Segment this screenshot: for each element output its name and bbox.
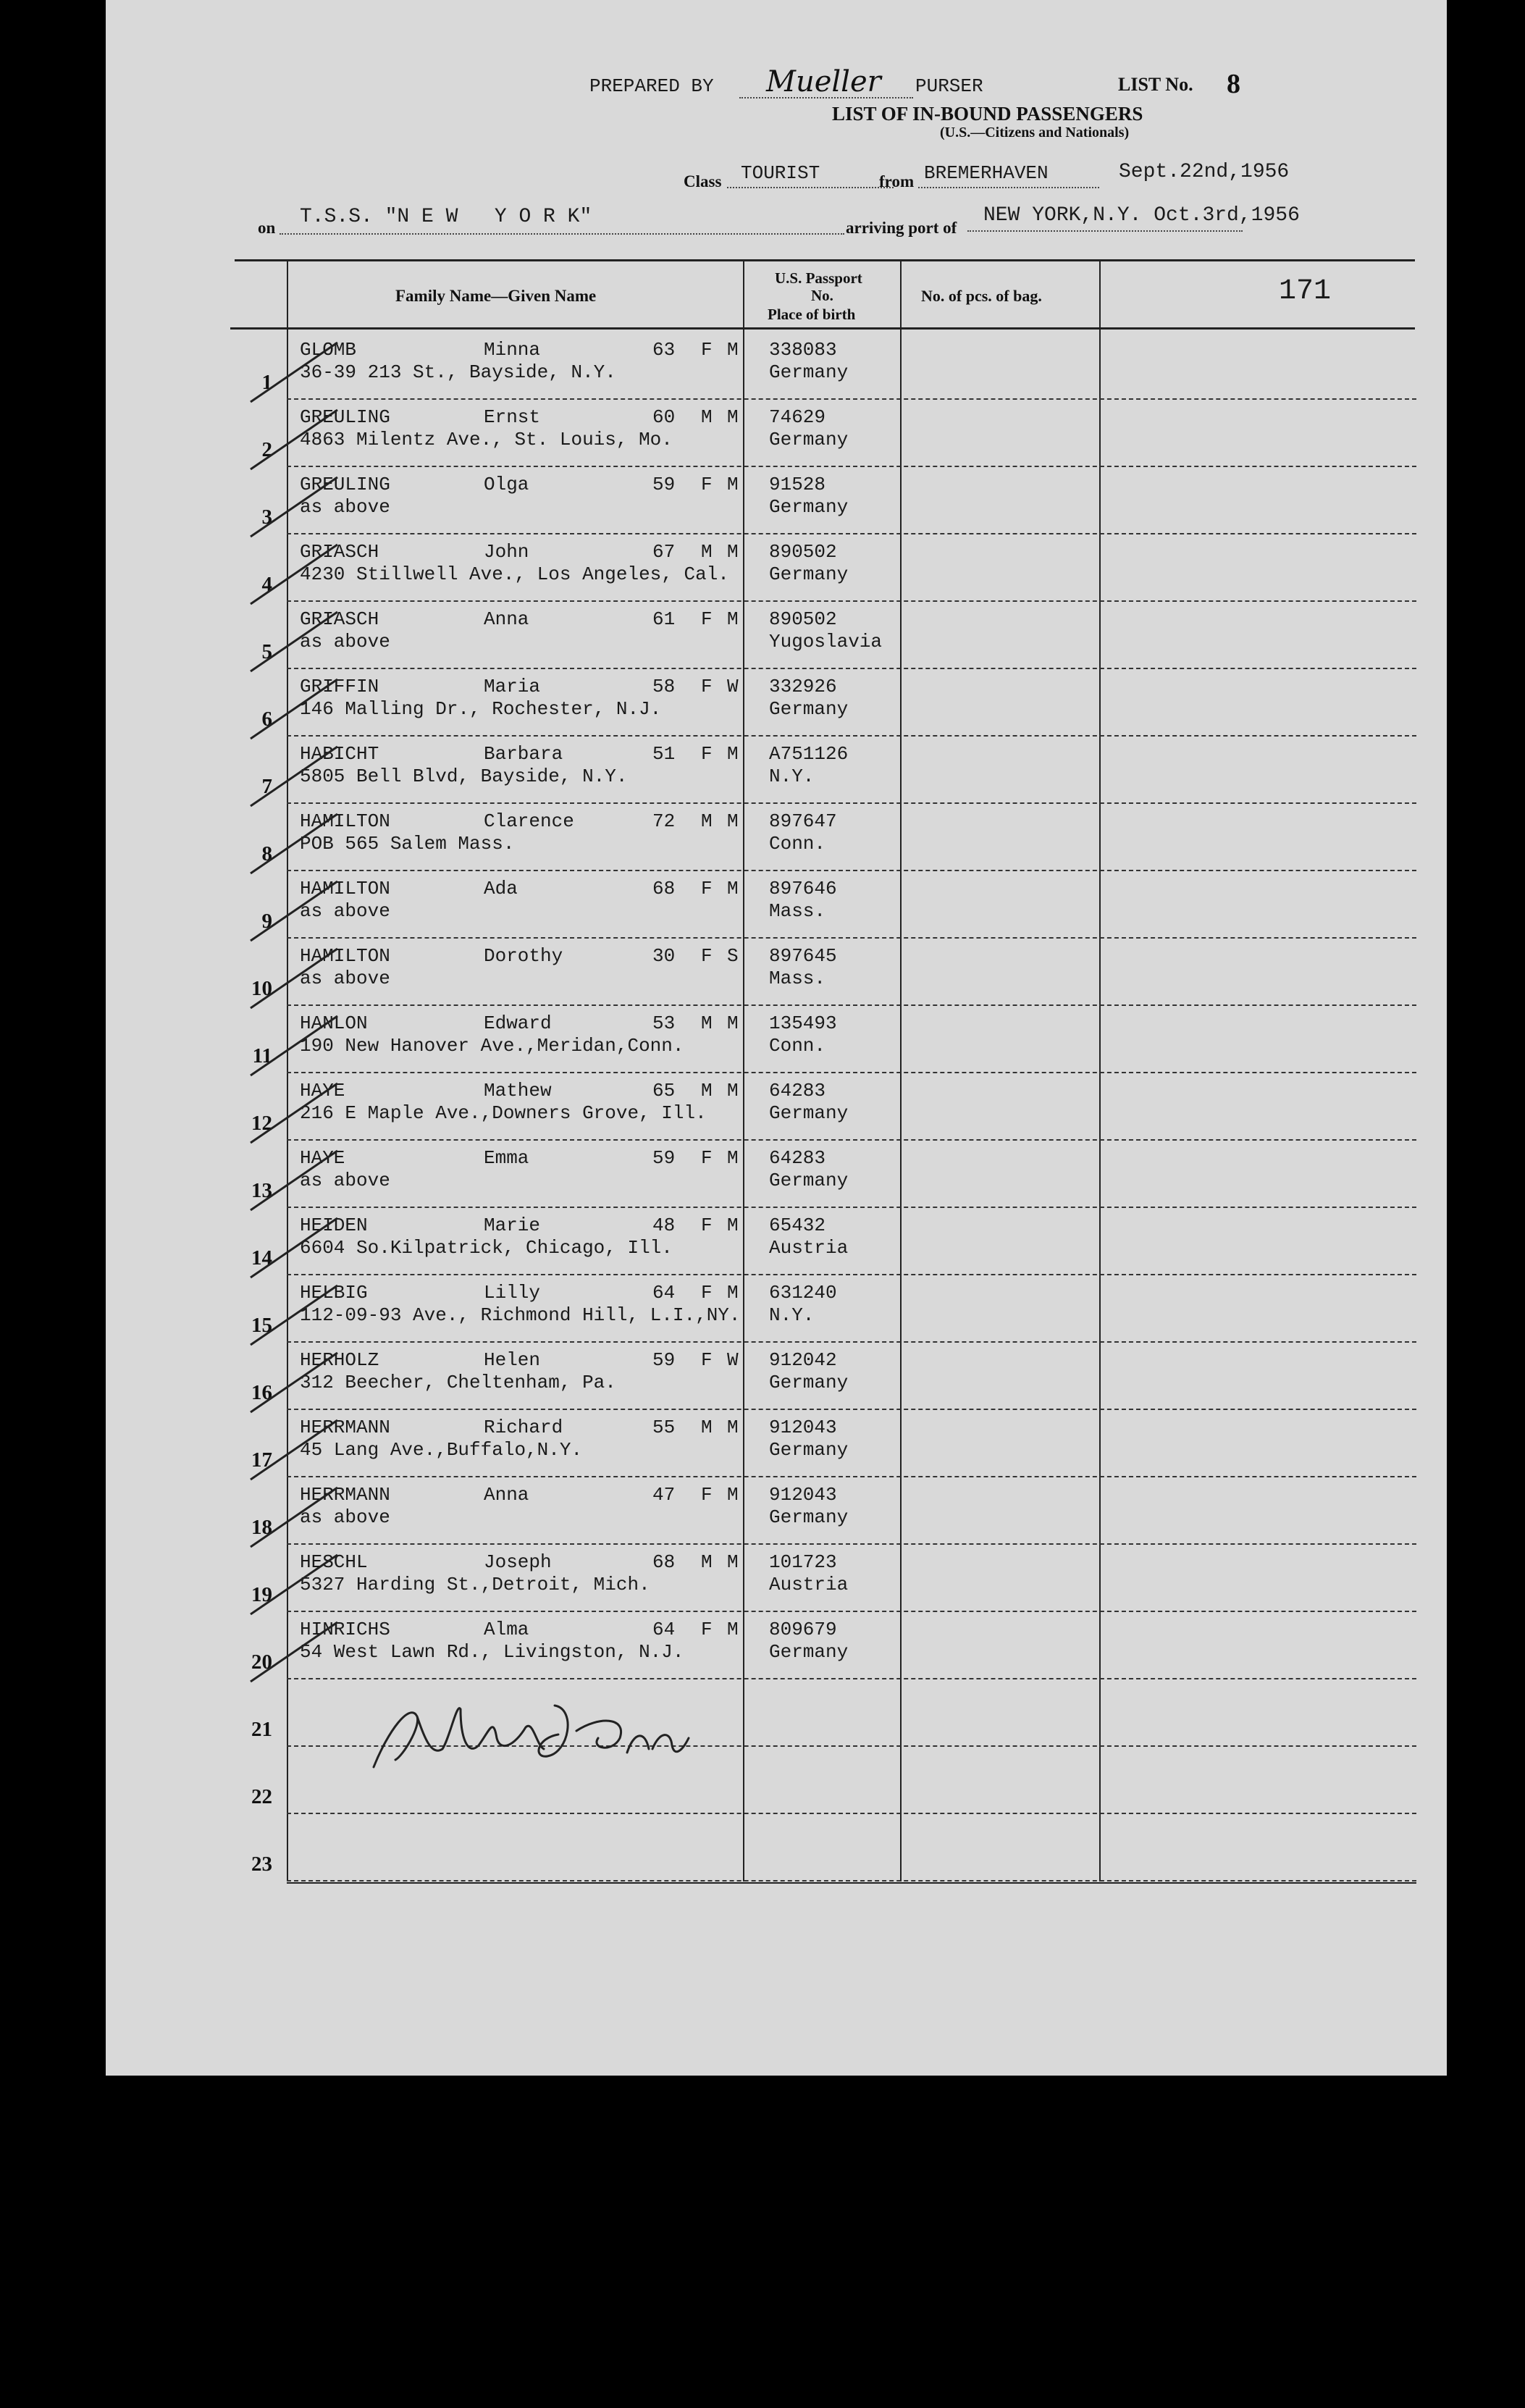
check-mark-icon [247,943,341,1012]
family-name: GREULING [300,474,390,495]
row-divider [287,1543,1416,1545]
row-divider [287,1207,1416,1208]
table-row [106,603,1447,670]
family-name: GREULING [300,406,390,428]
check-mark-icon [247,674,341,742]
check-mark-icon [247,741,341,810]
table-row [106,670,1447,737]
sex: F [701,945,713,967]
place-of-birth: N.Y. [769,1304,815,1326]
list-number: 8 [1227,69,1240,99]
sex: F [701,1484,713,1506]
family-name: GRIFFIN [300,676,379,697]
address: 6604 So.Kilpatrick, Chicago, Ill. [300,1237,673,1259]
given-name: Helen [484,1349,541,1371]
check-mark-icon [247,808,341,877]
age: 47 [652,1484,676,1506]
place-of-birth: Austria [769,1574,849,1595]
row-number: 10 [251,977,272,1000]
row-number: 18 [251,1516,272,1539]
family-name: HERRMANN [300,1417,390,1438]
marital-status: M [727,1282,739,1304]
family-name: GRIASCH [300,608,379,630]
given-name: Ada [484,878,518,899]
given-name: Olga [484,474,529,495]
address: 54 West Lawn Rd., Livingston, N.J. [300,1641,684,1663]
passport-number: 912043 [769,1484,837,1506]
place-of-birth: N.Y. [769,765,815,787]
passport-number: 897647 [769,810,837,832]
age: 60 [652,406,676,428]
family-name: HERHOLZ [300,1349,379,1371]
purser-signature-name: Mueller [766,65,881,98]
check-mark-icon [247,1280,341,1348]
marital-status: M [727,878,739,899]
row-divider [287,668,1416,669]
passport-number: 74629 [769,406,826,428]
row-divider [287,1476,1416,1477]
sex: F [701,878,713,899]
marital-status: M [727,1147,739,1169]
age: 48 [652,1215,676,1236]
marital-status: M [727,541,739,563]
row-divider [287,600,1416,602]
sex: F [701,1147,713,1169]
passport-number: 897646 [769,878,837,899]
address: 312 Beecher, Cheltenham, Pa. [300,1372,616,1393]
check-mark-icon [247,1549,341,1618]
check-mark-icon [247,1347,341,1416]
place-of-birth: Germany [769,1641,849,1663]
family-name: HINRICHS [300,1619,390,1640]
family-name: HAMILTON [300,810,390,832]
row-number: 20 [251,1650,272,1674]
prepared-by-label: PREPARED BY [589,75,714,97]
family-name: HELBIG [300,1282,368,1304]
sex: F [701,1215,713,1236]
address: as above [300,496,390,518]
age: 64 [652,1282,676,1304]
column-place-of-birth-header: Place of birth [768,306,856,323]
passport-number: 332926 [769,676,837,697]
row-number: 14 [251,1246,272,1270]
row-number: 21 [251,1718,272,1741]
from-label: from [879,172,915,190]
marital-status: M [727,608,739,630]
family-name: HABICHT [300,743,379,765]
row-number: 15 [251,1314,272,1337]
arriving-value: NEW YORK,N.Y. Oct.3rd,1956 [983,204,1300,227]
check-mark-icon [247,1212,341,1281]
address: 5327 Harding St.,Detroit, Mich. [300,1574,650,1595]
row-divider [287,1341,1416,1343]
check-mark-icon [247,404,341,473]
class-value: TOURIST [741,162,820,184]
age: 51 [652,743,676,765]
purser-label: PURSER [915,75,983,97]
passport-number: 809679 [769,1619,837,1640]
signature-icon [359,1687,700,1782]
column-passport-header-1: U.S. Passport [775,269,862,287]
check-mark-icon [247,1616,341,1685]
age: 67 [652,541,676,563]
given-name: Dorothy [484,945,563,967]
passport-number: 65432 [769,1215,826,1236]
family-name: HAMILTON [300,945,390,967]
family-name: HESCHL [300,1551,368,1573]
given-name: Edward [484,1012,552,1034]
row-number: 2 [261,438,272,461]
table-row [106,1613,1447,1680]
place-of-birth: Germany [769,1170,849,1191]
address: 216 E Maple Ave.,Downers Grove, Ill. [300,1102,707,1124]
given-name: John [484,541,529,563]
table-row [106,400,1447,468]
address: 112-09-93 Ave., Richmond Hill, L.I.,NY. [300,1304,741,1326]
address: 4863 Milentz Ave., St. Louis, Mo. [300,429,673,450]
passport-number: 64283 [769,1147,826,1169]
table-row [106,1007,1447,1074]
sex: F [701,1349,713,1371]
manifest-page [106,0,1447,2076]
table-row [106,1680,1447,1748]
passport-number: 890502 [769,608,837,630]
address: as above [300,631,390,653]
check-mark-icon [247,1010,341,1079]
given-name: Alma [484,1619,529,1640]
class-label: Class [684,172,722,190]
departure-date: Sept.22nd,1956 [1119,161,1290,183]
row-divider [287,735,1416,737]
row-number: 3 [261,505,272,529]
address: 36-39 213 St., Bayside, N.Y. [300,361,616,383]
age: 59 [652,1147,676,1169]
table-row [106,939,1447,1007]
marital-status: W [727,676,739,697]
age: 58 [652,676,676,697]
age: 68 [652,1551,676,1573]
family-name: HAMILTON [300,878,390,899]
passport-number: 64283 [769,1080,826,1102]
row-number: 7 [261,775,272,798]
age: 55 [652,1417,676,1438]
family-name: HERRMANN [300,1484,390,1506]
table-row [106,333,1447,400]
row-divider [287,1274,1416,1275]
sex: M [701,810,713,832]
marital-status: M [727,339,739,361]
column-baggage-header: No. of pcs. of bag. [921,287,1042,305]
table-row [106,1343,1447,1411]
sex: F [701,339,713,361]
family-name: HEIDEN [300,1215,368,1236]
place-of-birth: Mass. [769,900,826,922]
row-number: 12 [251,1112,272,1135]
row-number: 1 [261,371,272,394]
age: 72 [652,810,676,832]
given-name: Barbara [484,743,563,765]
row-number: 23 [251,1853,272,1876]
given-name: Joseph [484,1551,552,1573]
sex: F [701,608,713,630]
marital-status: M [727,406,739,428]
row-divider [287,1004,1416,1006]
sex: F [701,1282,713,1304]
given-name: Mathew [484,1080,552,1102]
passport-number: 338083 [769,339,837,361]
given-name: Emma [484,1147,529,1169]
check-mark-icon [247,471,341,540]
marital-status: M [727,1619,739,1640]
marital-status: M [727,743,739,765]
address: as above [300,968,390,989]
table-row [106,1815,1447,1882]
passport-number: 101723 [769,1551,837,1573]
check-mark-icon [247,1145,341,1214]
marital-status: M [727,810,739,832]
passport-number: 631240 [769,1282,837,1304]
table-row [106,1276,1447,1343]
marital-status: M [727,1012,739,1034]
table-row [106,805,1447,872]
place-of-birth: Germany [769,1506,849,1528]
row-number: 6 [261,708,272,731]
marital-status: W [727,1349,739,1371]
given-name: Ernst [484,406,541,428]
row-divider [287,1611,1416,1612]
sex: M [701,1012,713,1034]
given-name: Maria [484,676,541,697]
place-of-birth: Conn. [769,833,826,855]
given-name: Clarence [484,810,574,832]
table-row [106,468,1447,535]
passport-number: 912043 [769,1417,837,1438]
age: 65 [652,1080,676,1102]
row-number: 22 [251,1785,272,1808]
place-of-birth: Mass. [769,968,826,989]
address: as above [300,1170,390,1191]
place-of-birth: Germany [769,698,849,720]
given-name: Anna [484,1484,529,1506]
row-number: 11 [252,1044,272,1067]
row-divider [287,398,1416,400]
table-row [106,1545,1447,1613]
address: 4230 Stillwell Ave., Los Angeles, Cal. [300,563,729,585]
place-of-birth: Yugoslavia [769,631,883,653]
check-mark-icon [247,1414,341,1483]
check-mark-icon [247,876,341,944]
marital-status: M [727,1484,739,1506]
list-title: LIST OF IN-BOUND PASSENGERS [832,103,1143,125]
row-divider [287,1678,1416,1679]
family-name: GLOMB [300,339,357,361]
sex: F [701,743,713,765]
row-divider [287,937,1416,939]
place-of-birth: Austria [769,1237,849,1259]
age: 30 [652,945,676,967]
marital-status: M [727,1215,739,1236]
row-divider [287,1072,1416,1073]
list-no-label: LIST No. [1118,74,1193,95]
age: 53 [652,1012,676,1034]
sex: F [701,474,713,495]
family-name: HANLON [300,1012,368,1034]
check-mark-icon [247,1482,341,1551]
row-divider [287,870,1416,871]
sex: M [701,1417,713,1438]
sex: M [701,406,713,428]
page-number: 171 [1279,275,1332,308]
family-name: HAYE [300,1080,345,1102]
given-name: Marie [484,1215,541,1236]
sex: F [701,676,713,697]
family-name: GRIASCH [300,541,379,563]
table-row [106,1141,1447,1209]
given-name: Anna [484,608,529,630]
address: as above [300,900,390,922]
given-name: Richard [484,1417,563,1438]
row-divider [287,1409,1416,1410]
passport-number: A751126 [769,743,849,765]
row-number: 16 [251,1381,272,1404]
place-of-birth: Germany [769,361,849,383]
row-number: 17 [251,1448,272,1472]
address: POB 565 Salem Mass. [300,833,515,855]
place-of-birth: Germany [769,563,849,585]
given-name: Minna [484,339,541,361]
marital-status: S [727,945,739,967]
from-value: BREMERHAVEN [924,162,1049,184]
marital-status: M [727,1417,739,1438]
age: 61 [652,608,676,630]
age: 63 [652,339,676,361]
check-mark-icon [247,606,341,675]
row-number: 19 [251,1583,272,1606]
check-mark-icon [247,539,341,608]
place-of-birth: Germany [769,496,849,518]
age: 64 [652,1619,676,1640]
passport-number: 91528 [769,474,826,495]
age: 59 [652,1349,676,1371]
row-divider [287,1880,1416,1881]
place-of-birth: Germany [769,1439,849,1461]
age: 68 [652,878,676,899]
sex: M [701,1080,713,1102]
place-of-birth: Conn. [769,1035,826,1057]
check-mark-icon [247,1078,341,1146]
table-row [106,1209,1447,1276]
passport-number: 135493 [769,1012,837,1034]
address: 5805 Bell Blvd, Bayside, N.Y. [300,765,628,787]
place-of-birth: Germany [769,1372,849,1393]
sex: F [701,1619,713,1640]
table-bottom-rule [287,1882,1416,1884]
table-row [106,737,1447,805]
given-name: Lilly [484,1282,541,1304]
check-mark-icon [247,337,341,406]
passport-number: 912042 [769,1349,837,1371]
place-of-birth: Germany [769,429,849,450]
marital-status: M [727,1551,739,1573]
sex: M [701,541,713,563]
row-divider [287,1139,1416,1141]
family-name: HAYE [300,1147,345,1169]
marital-status: M [727,1080,739,1102]
marital-status: M [727,474,739,495]
column-passport-header-2: No. [811,287,833,304]
row-number: 9 [261,910,272,933]
table-row [106,535,1447,603]
passport-number: 890502 [769,541,837,563]
row-number: 4 [261,573,272,596]
list-subtitle: (U.S.—Citizens and Nationals) [940,125,1130,140]
on-label: on [258,219,276,237]
ship-name: T.S.S. "N E W Y O R K" [300,206,592,228]
table-row [106,1411,1447,1478]
sex: M [701,1551,713,1573]
age: 59 [652,474,676,495]
passport-number: 897645 [769,945,837,967]
table-row [106,872,1447,939]
row-number: 8 [261,842,272,865]
row-divider [287,802,1416,804]
address: 146 Malling Dr., Rochester, N.J. [300,698,662,720]
row-divider [287,533,1416,534]
row-divider [287,1813,1416,1814]
table-row [106,1478,1447,1545]
address: as above [300,1506,390,1528]
arriving-label: arriving port of [846,219,957,237]
row-number: 13 [251,1179,272,1202]
place-of-birth: Germany [769,1102,849,1124]
table-row [106,1074,1447,1141]
address: 190 New Hanover Ave.,Meridan,Conn. [300,1035,684,1057]
row-divider [287,466,1416,467]
column-name-header: Family Name—Given Name [395,287,597,305]
table-row [106,1748,1447,1815]
address: 45 Lang Ave.,Buffalo,N.Y. [300,1439,583,1461]
row-number: 5 [261,640,272,663]
